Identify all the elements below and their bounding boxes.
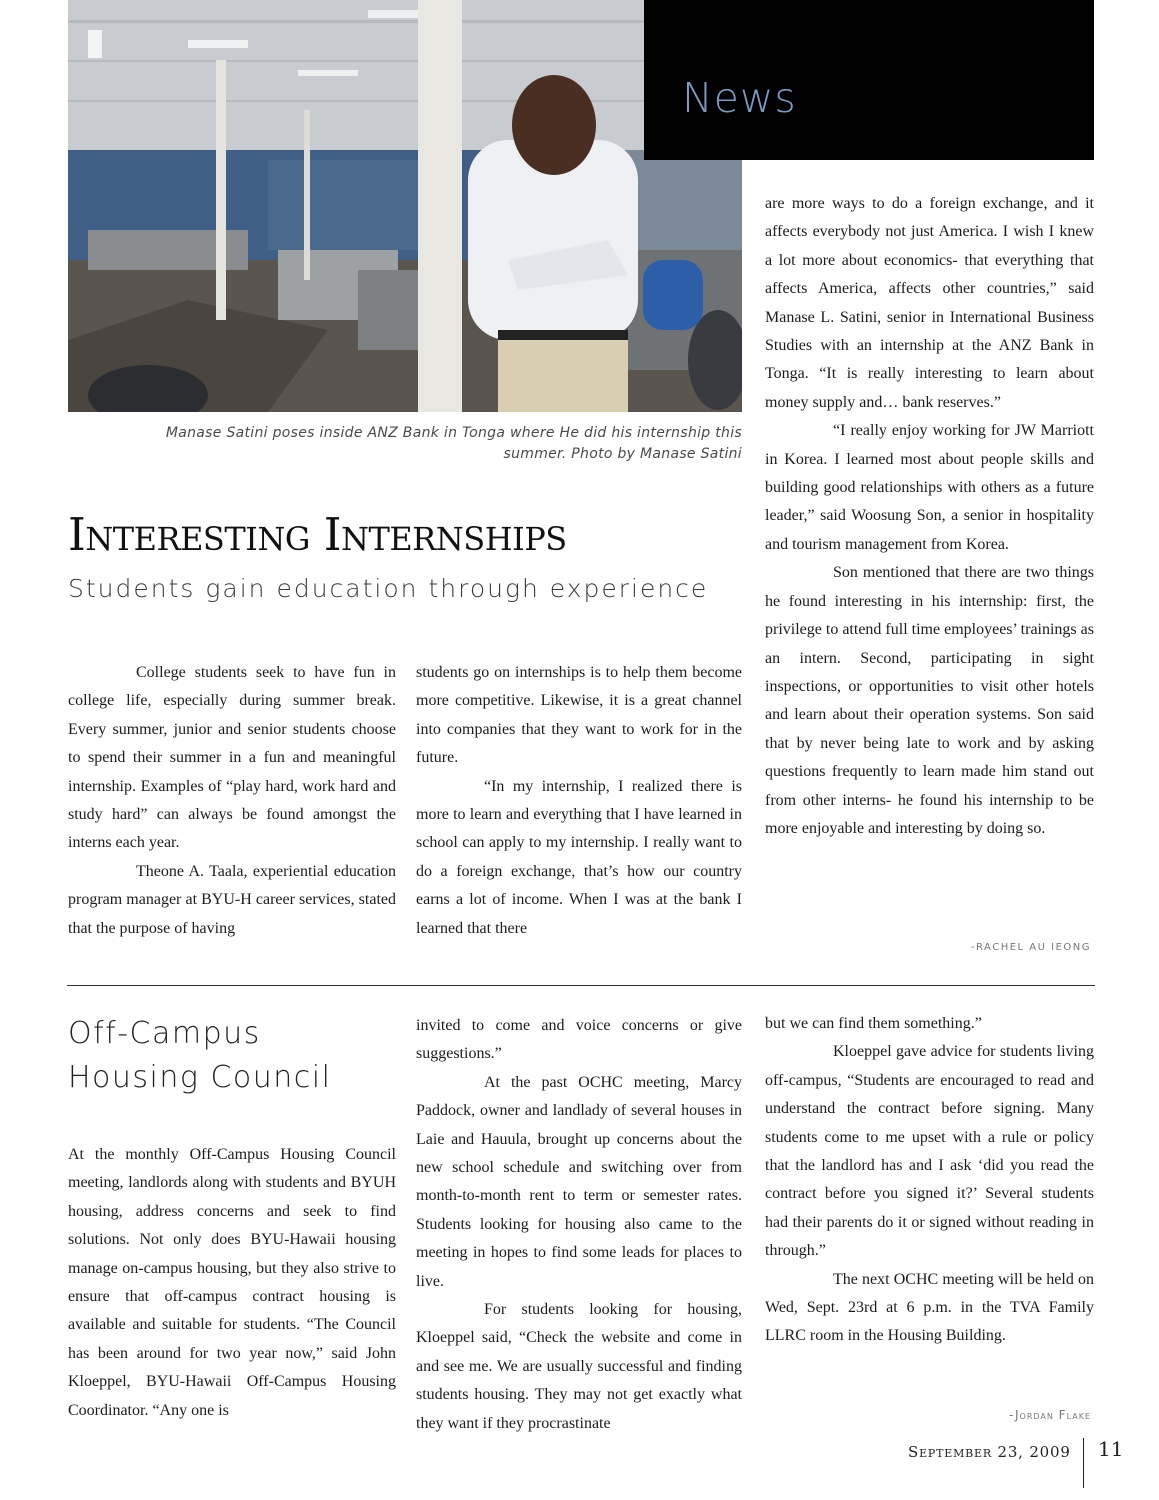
article-headline: Interesting Internships	[68, 508, 567, 561]
paragraph: The next OCHC meeting will be held on Wed, Sept. 23rd at 6 p.m. in the TVA Family LLRC room in the Housing Building.	[765, 1270, 1094, 1345]
page-number: 11	[1098, 1437, 1124, 1461]
paragraph: “In my internship, I realized there is more to learn and everything that I have learned in school can apply to my internship. I really want to do a foreign exchange, that’s how our country earns a lot of income. When I was at the bank I learned that there	[416, 777, 742, 937]
article2-column-3	[765, 1010, 1094, 1351]
article-subhead: Students gain education through experience	[68, 574, 709, 603]
article2-title: Off-Campus Housing Council	[68, 1016, 332, 1095]
article1-byline: -RACHEL AU IEONG	[970, 942, 1091, 953]
office-photo-illustration	[68, 0, 742, 412]
paragraph: but we can find them something.”	[765, 1015, 982, 1032]
paragraph: invited to come and voice concerns or give suggestions.”	[416, 1017, 742, 1063]
paragraph: At the past OCHC meeting, Marcy Paddock, owner and landlady of several houses in Laie and Hauula, brought up concerns about the new school schedule and switching over from month-to-month rent to term or semester rates. Students looking for housing also came to the meeting in hopes to find some leads for places to live.	[416, 1073, 742, 1290]
paragraph: students go on internships is to help them become more competitive. Likewise, it is a great channel into companies that they want to work for in the future.	[416, 664, 742, 767]
paragraph: Theone A. Taala, experiential education program manager at BYU-H career services, stated that the purpose of having	[68, 862, 396, 937]
footer-separator	[1083, 1438, 1084, 1488]
article1-column-1	[68, 659, 396, 943]
section-divider	[67, 985, 1095, 986]
paragraph: Kloeppel gave advice for students living off-campus, “Students are encouraged to read and understand the contract before signing. Many students come to me upset with a rule or policy that the landlord has and I ask ‘did you read the contract before you signed it?’ Several students had their parents do it or signed without reading in through.”	[765, 1043, 1094, 1260]
paragraph: At the monthly Off-Campus Housing Council meeting, landlords along with students and BYUH housing, address concerns and seek to find solutions. Not only does BYU-Hawaii housing manage on-campus housing, but they also strive to ensure that off-campus contract housing is available and suitable for students. “The Council has been around for two year now,” said John Kloeppel, BYU-Hawaii Off-Campus Housing Coordinator. “Any one is	[68, 1146, 396, 1419]
paragraph: College students seek to have fun in college life, especially during summer break. Every summer, junior and senior students choose to spend their summer in a fun and meaningful internship. Examples of “play hard, work hard and study hard” can always be found amongst the interns each year.	[68, 664, 396, 852]
section-banner	[644, 0, 1094, 160]
article1-column-2	[416, 659, 742, 943]
article2-column-2	[416, 1012, 742, 1438]
paragraph: are more ways to do a foreign exchange, and it affects everybody not just America. I wish I knew a lot more about economics- that everything that affects America, affects other countries,” said Manase L. Satini, senior in International Business Studies with an internship at the ANZ Bank in Tonga. “It is really interesting to learn about money supply and… bank reserves.”	[765, 195, 1094, 411]
footer-date: September 23, 2009	[908, 1443, 1071, 1461]
section-label: News	[682, 74, 797, 122]
article-photo	[68, 0, 742, 412]
paragraph: For students looking for housing, Kloeppel said, “Check the website and come in and see me. We are usually successful and finding students housing. They may not get exactly what they want if they procrastinate	[416, 1301, 742, 1432]
paragraph: Son mentioned that there are two things he found interesting in his internship: first, the privilege to attend full time employees’ trainings as an intern. Second, participating in sight inspections, or opportunities to visit other hotels and learn about their operation systems. Son said that by never being late to work and by asking questions frequently to learn made him stand out from other interns- he found his internship to be more enjoyable and interesting by doing so.	[765, 564, 1094, 837]
article2-column-1	[68, 1141, 396, 1425]
photo-caption: Manase Satini poses inside ANZ Bank in Tonga where He did his internship this summer. Photo by Manase Satini	[165, 425, 742, 462]
paragraph: “I really enjoy working for JW Marriott in Korea. I learned most about people skills and building good relationships with others as a future leader,” said Woosung Son, a senior in hospitality and tourism management from Korea.	[765, 422, 1094, 553]
article2-byline: -Jordan Flake	[1009, 1408, 1091, 1422]
article1-column-3	[765, 190, 1094, 843]
